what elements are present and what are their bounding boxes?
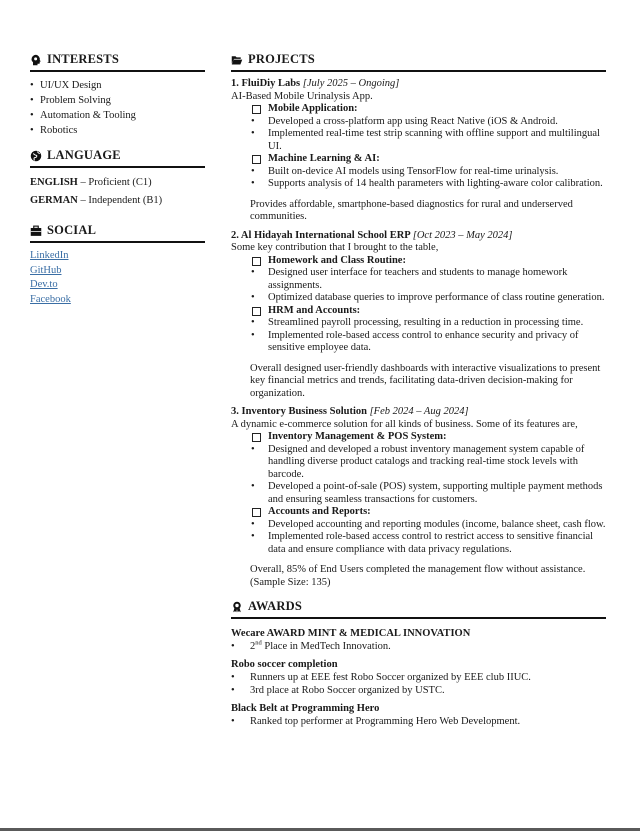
bullet-item: • Implemented real-time test strip scanning with offline support and multilingual UI. bbox=[231, 128, 606, 153]
project-description: AI-Based Mobile Urinalysis App. bbox=[231, 90, 373, 102]
linkedin-link[interactable]: LinkedIn bbox=[30, 250, 69, 261]
subsection-label: HRM and Accounts: bbox=[268, 304, 361, 316]
bullet-item: • Designed user interface for teachers and students to manage homework assignments. bbox=[231, 267, 606, 292]
project-2 bbox=[231, 230, 606, 401]
folder-icon bbox=[231, 54, 243, 66]
projects-heading bbox=[231, 52, 606, 72]
social-heading bbox=[30, 223, 205, 243]
project-date: [Oct 2023 – May 2024] bbox=[412, 229, 513, 241]
language-name: ENGLISH bbox=[30, 177, 78, 188]
award-title: Robo soccer completion bbox=[231, 659, 338, 670]
left-column bbox=[30, 52, 205, 307]
language-item bbox=[30, 174, 205, 192]
checkbox-square-icon bbox=[252, 433, 261, 442]
subsection-label: Mobile Application: bbox=[268, 103, 358, 114]
subsection-title bbox=[231, 153, 606, 166]
project-name: 2. Al Hidayah International School ERP bbox=[231, 229, 413, 241]
bullet-item: • Implemented role-based access control to restrict access to sensitive financial data and ensure compliance with data privacy regulations. bbox=[231, 531, 606, 556]
interest-item: • Robotics bbox=[30, 123, 205, 138]
award-place: 2 bbox=[250, 641, 256, 652]
award-title: Wecare AWARD MINT & MEDICAL INNOVATION bbox=[231, 628, 471, 639]
awards-heading-text: AWARDS bbox=[248, 599, 302, 613]
bullet-item: • Built on-device AI models using TensorFlow for real-time urinalysis. bbox=[231, 166, 606, 179]
project-1 bbox=[231, 78, 606, 224]
subsection-title bbox=[231, 255, 606, 268]
project-date: [Feb 2024 – Aug 2024] bbox=[369, 406, 469, 417]
project-name: 3. Inventory Business Solution bbox=[231, 406, 370, 417]
projects-heading-text: PROJECTS bbox=[248, 52, 315, 66]
subsection-title bbox=[231, 305, 606, 318]
subsection-label: Machine Learning & AI: bbox=[268, 153, 380, 164]
checkbox-square-icon bbox=[252, 105, 261, 114]
interest-item: • Automation & Tooling bbox=[30, 108, 205, 123]
bullet-item: • Designed and developed a robust inventory management system capable of handling diverse product catalogs and tracking real-time stock levels with barcode. bbox=[231, 444, 606, 482]
project-description: Some key contribution that I brought to the table, bbox=[231, 242, 439, 253]
bullet-item: • Developed a point-of-sale (POS) system, supporting multiple payment methods and ensuring seamless transactions for customers. bbox=[231, 481, 606, 506]
interest-item: • Problem Solving bbox=[30, 93, 205, 108]
devto-link[interactable]: Dev.to bbox=[30, 279, 58, 290]
project-summary: Provides affordable, smartphone-based diagnostics for rural and underserved communities. bbox=[250, 198, 573, 222]
award-ribbon-icon bbox=[231, 601, 243, 613]
award-item: • Ranked top performer at Programming Hero Web Development. bbox=[231, 715, 606, 728]
github-link[interactable]: GitHub bbox=[30, 264, 62, 276]
project-name: 1. FluiDiy Labs bbox=[231, 78, 303, 89]
award-item: • 3rd place at Robo Soccer organized by USTC. bbox=[231, 684, 606, 697]
subsection-label: Inventory Management & POS System: bbox=[268, 431, 447, 442]
project-summary: Overall, 85% of End Users completed the management flow without assistance. (Sample Size: 135) bbox=[250, 564, 586, 588]
globe-icon bbox=[30, 150, 42, 162]
right-column bbox=[231, 52, 606, 728]
award-title: Black Belt at Programming Hero bbox=[231, 703, 380, 714]
language-heading bbox=[30, 148, 205, 168]
award-item: • Runners up at EEE fest Robo Soccer organized by EEE club IIUC. bbox=[231, 671, 606, 684]
award-text: Place in MedTech Innovation. bbox=[261, 641, 391, 652]
interests-heading bbox=[30, 52, 205, 72]
awards-heading bbox=[231, 599, 606, 619]
checkbox-square-icon bbox=[252, 257, 261, 266]
facebook-link[interactable]: Facebook bbox=[30, 293, 71, 305]
project-description: A dynamic e-commerce solution for all kinds of business. Some of its features are, bbox=[231, 418, 578, 430]
social-links bbox=[30, 249, 205, 307]
bullet-item: • Implemented role-based access control to enhance security and privacy of sensitive employee data. bbox=[231, 330, 606, 355]
social-section bbox=[30, 223, 205, 307]
subsection-label: Homework and Class Routine: bbox=[268, 254, 406, 266]
social-heading-text: SOCIAL bbox=[47, 223, 97, 237]
bullet-item: • Optimized database queries to improve performance of class routine generation. bbox=[231, 292, 606, 305]
awards-list bbox=[231, 625, 606, 728]
language-level: – Independent (B1) bbox=[77, 194, 163, 206]
language-list bbox=[30, 174, 205, 209]
bullet-item: • Developed accounting and reporting modules (income, balance sheet, cash flow. bbox=[231, 519, 606, 532]
language-name: GERMAN bbox=[30, 194, 78, 206]
award-item bbox=[231, 640, 606, 653]
language-heading-text: LANGUAGE bbox=[47, 148, 121, 162]
briefcase-icon bbox=[30, 225, 42, 237]
language-item bbox=[30, 192, 205, 210]
project-3 bbox=[231, 406, 606, 589]
checkbox-square-icon bbox=[252, 508, 261, 517]
award-place-suffix: nd bbox=[255, 639, 262, 647]
checkbox-square-icon bbox=[252, 155, 261, 164]
interests-heading-text: INTERESTS bbox=[47, 52, 119, 66]
project-date: [July 2025 – Ongoing] bbox=[302, 78, 400, 89]
interest-item: • UI/UX Design bbox=[30, 78, 205, 93]
subsection-title bbox=[231, 431, 606, 444]
interests-list bbox=[30, 78, 205, 138]
interests-section bbox=[30, 52, 205, 138]
bullet-item: • Supports analysis of 14 health parameters with lighting-aware color calibration. bbox=[231, 178, 606, 191]
subsection-title bbox=[231, 506, 606, 519]
subsection-title bbox=[231, 103, 606, 116]
subsection-label: Accounts and Reports: bbox=[268, 506, 371, 517]
bullet-item: • Developed a cross-platform app using React Native (iOS & Android. bbox=[231, 116, 606, 129]
bullet-item: • Streamlined payroll processing, resulting in a reduction in processing time. bbox=[231, 317, 606, 330]
project-summary: Overall designed user-friendly dashboards with interactive visualizations to present key financial metrics and trends, facilitating data-driven decision-making for organization. bbox=[250, 362, 601, 399]
project-title bbox=[231, 230, 606, 243]
head-icon bbox=[30, 54, 42, 66]
project-title bbox=[231, 78, 606, 91]
checkbox-square-icon bbox=[252, 307, 261, 316]
language-level: – Proficient (C1) bbox=[77, 177, 152, 188]
language-section bbox=[30, 148, 205, 209]
project-title bbox=[231, 406, 606, 419]
